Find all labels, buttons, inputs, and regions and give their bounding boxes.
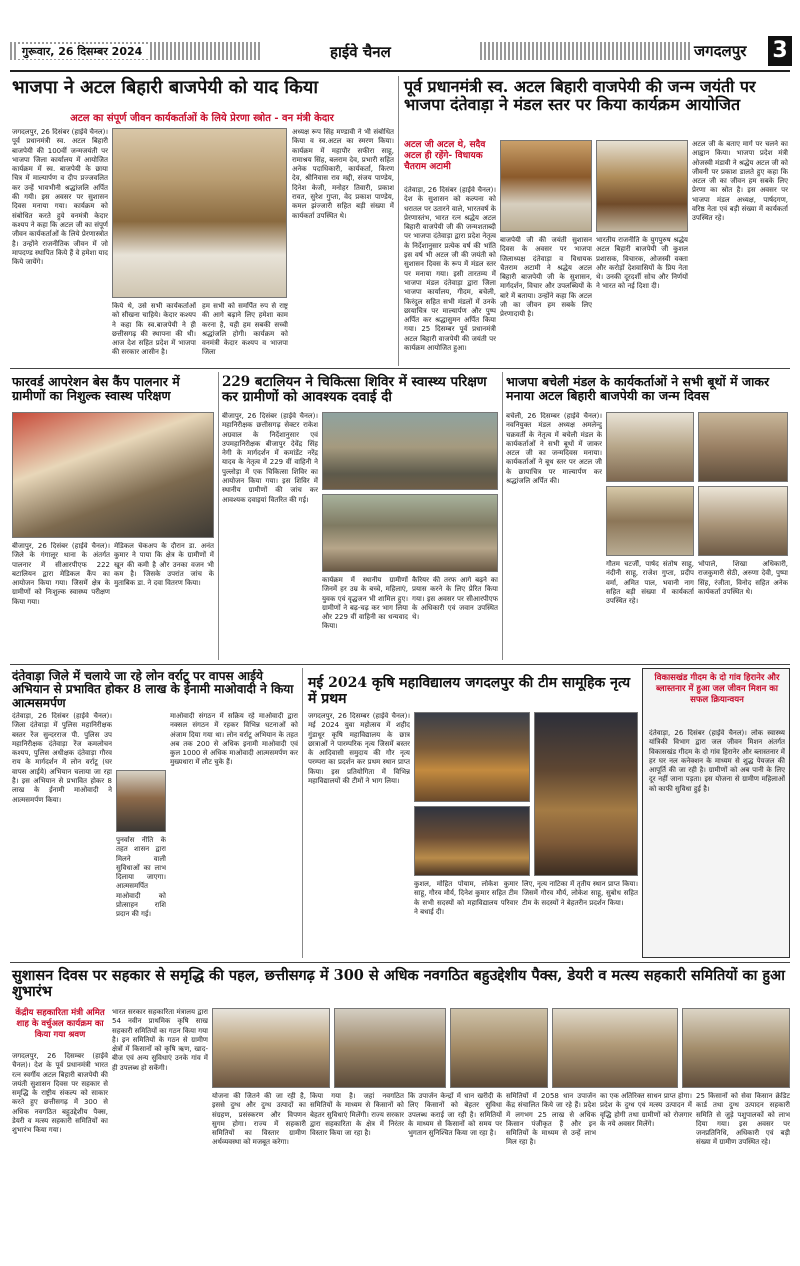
story1-photo xyxy=(112,128,287,298)
story7-col3: लिए, नृत्य नाटिका में तृतीय स्थान प्राप्त किया। जिसमें गौरव मौर्य, लोकेश साहू, सुबोध सहित टीम के सदस्यों ने बेहतरीन प्रदर्शन किया। xyxy=(522,880,638,907)
divider-v2 xyxy=(218,372,219,660)
story5-col1: बचेली, 26 दिसम्बर (हाईवे चैनल)। नवनियुक्त मंडल अध्यक्ष अमलेन्दु चक्रवर्ती के नेतृत्व में बचेली मंडल के कार्यकर्ताओं ने सभी बूथों में जाकर अटल जी का जन्मदिवस मनाया। कार्यकर्ताओं ने बूथ स्तर पर अटल जी के छायाचित्र पर माल्यार्पण कर श्रद्धांजलि अर्पित की। xyxy=(506,412,602,486)
story7-photo-2 xyxy=(414,806,530,876)
story4-photo-2 xyxy=(322,494,498,572)
story1-headline: भाजपा ने अटल बिहारी बाजपेयी को याद किया xyxy=(12,77,318,98)
story5-headline: भाजपा बचेली मंडल के कार्यकर्ताओं ने सभी बूथों में जाकर मनाया अटल बिहारी बाजपेयी का जन्म दिवस xyxy=(506,374,770,403)
story9-photo-5 xyxy=(682,1008,790,1088)
story1-col1: जगदलपुर, 26 दिसंबर (हाईवे चैनल)। पूर्व प्रधानमंत्री स्व. अटल बिहारी बाजपेयी की 100वीं जन्मजयंती पर भाजपा जिला कार्यालय में आयोजित कार्यक्रम में स्व. बाजपेयी के छाया चित्र में माल्यार्पण व दीप प्रज्जवलित कर उन्हें भावभीनी श्रद्धांजलि अर्पित की गयी। इस अवसर पर सुशासन दिवस मनाया गया। कार्यक्रम को संबोधित करते हुये वनमंत्री केदार कश्यप ने कहा कि अटल जी का संपूर्ण जीवन कार्यकर्ताओं के लिये प्रेरणास्त्रोत है। उन्होंने राजनीतिक जीवन में जो मापदण्ड स्थापित किये हैं वे हमेशा याद किये जायेंगे। xyxy=(12,128,108,267)
masthead-rule xyxy=(10,70,790,72)
story7-col1: जगदलपुर, 26 दिसम्बर (हाईवे चैनल)। मई 2024 युवा महोत्सव में शहीद गुंडाधूर कृषि महाविद्यालय के छात्र छात्राओं ने पारम्परिक नृत्य जिसमें बस्तर के आदिवासी समुदाय की गौर नृत्य परम्परा का प्रदर्शन कर प्रथम स्थान प्राप्त किया। इस प्रतियोगिता में विभिन्न महाविद्यालयों की टीमों ने भाग लिया। xyxy=(308,712,410,786)
story5-photo-2 xyxy=(698,412,788,482)
masthead-city: जगदलपुर xyxy=(690,41,750,61)
story4-headline: 229 बटालियन ने चिकित्सा शिविर में स्वास्थ्य परिक्षण कर ग्रामीणों को आवश्यक दवाई दी xyxy=(222,374,487,406)
story9-col8: 25 किसानों को सेवा किसान क्रेडिट कार्ड तथा दुग्ध उत्पादन सहकारी समिति से जुड़े पशुपालकों को लाभ दिया गया। इस अवसर पर जनप्रतिनिधि, अधिकारी एवं बड़ी संख्या में ग्रामीण उपस्थित रहे। xyxy=(696,1092,790,1147)
story9-col6: समितियों में 2058 धान उपार्जन केंद्र संचालित किये जा रहे हैं। प्रदेश में लगभग 25 लाख से अधिक किसान पंजीकृत हैं और इन समितियों के माध्यम से उन्हें लाभ मिल रहा है। xyxy=(506,1092,596,1147)
story1-col4: अध्यक्ष रूप सिंह मण्डावी ने भी संबोधित किया व स्व.अटल का स्मरण किया। कार्यक्रम में महापौर सफीरा साहू, रामाश्रय सिंह, बलराम देव, प्रभारी सहित अनेक पदाधिकारी, कार्यकर्ता, किरण देव, श्रीनिवास राव मद्दी, संजय पाण्डेय, दिनेश केजी, मनोहर तिवारी, प्रकाश रावत, सुरेश गुप्ता, वेद प्रकाश पाण्डेय, कमल झंज्जारी सहित बड़ी संख्या में कार्यकर्ता उपस्थित थे। xyxy=(292,128,394,220)
story3-col2: मेडिकल चेकअप के दौरान डा. अनंत कुमार ने पाया कि क्षेत्र के ग्रामीणों में खून की कमी है और उनका वजन भी कम है। जिसके उपरांत जांच के मुताबिक डा. ने दवा वितरण किया। xyxy=(114,542,214,588)
story6-headline: दंतेवाड़ा जिले में चलाये जा रहे लोन वर्राटू पर वापस आईये अभियान से प्रभावित होकर 8 लाख के ईनामी माओवादी ने किया आत्मसमर्पण xyxy=(12,669,294,710)
story9-photo-3 xyxy=(450,1008,548,1088)
story5-photo-4 xyxy=(698,486,788,556)
story3-photo xyxy=(12,412,214,538)
story4-col2: कार्यक्रम में स्थानीय ग्रामीणों जिनमें हर उम्र के बच्चे, महिलाएं, युवक एवं वृद्धजन भी शामिल हुए। ग्रामीणों ने बढ़-चढ़ कर भाग लिया और 229 वीं वाहिनी का धन्यवाद किया। xyxy=(322,576,408,631)
story5-col2: गौतम चटर्जी, पार्षद संतोष साहू, नंदीनी साहू, राजेश गुप्ता, प्रदीप वर्मा, अमित पाल, भवानी नाग सहित बड़ी संख्या में कार्यकर्ता उपस्थित रहे। xyxy=(606,560,694,606)
story7-photo-3 xyxy=(534,712,638,876)
masthead-paper-name: हाईवे चैनल xyxy=(330,43,391,61)
story2-col4: अटल जी के बताए मार्ग पर चलने का आह्वान किया। भाजपा प्रदेश मंत्री ओजस्वी मंडावी ने श्रद्धेय अटल जी को जीवनी पर प्रकाश डालते हुए कहा कि अटल जी का जीवन हम सबके लिए प्रेरणा का स्रोत है। इस अवसर पर भाजपा मंडल अध्यक्ष, पार्षदगण, वरिष्ठ नेता एवं बड़ी संख्या में कार्यकर्ता उपस्थित रहे। xyxy=(692,140,788,223)
story4-col3: कैरियर की तरफ आगे बढ़ने का प्रयास करने के लिए प्रेरित किया गया। इस अवसर पर सीआरपीएफ के अधिकारी एवं जवान उपस्थित थे। xyxy=(412,576,498,622)
story9-col4: किया गया है। जहां नवगठित समितियों के माध्यम से किसानों को बेहतर सुविधाएं मिलेंगी। राज्य सरकार द्वारा सहकारिता के क्षेत्र में निरंतर विस्तार किया जा रहा है। xyxy=(310,1092,404,1138)
story1-col2: किये थे, उसे सभी कार्यकर्ताओं को सीखना चाहिये। केदार कश्यप ने कहा कि स्व.बाजपेयी ने ही छत्तीसगढ़ की स्थापना की थी। आज देश सहित प्रदेश में भाजपा की सरकार आसीन है। xyxy=(112,302,196,357)
story9-col5: कि उपार्जन केन्द्रों में धान खरीदी के लिए किसानों को बेहतर सुविधा उपलब्ध कराई जा रही है। समितियों के माध्यम से किसानों को समय पर भुगतान सुनिश्चित किया जा रहा है। xyxy=(408,1092,502,1138)
story9-headline: सुशासन दिवस पर सहकार से समृद्धि की पहल, छत्तीसगढ़ में 300 से अधिक नवगठित बहुउद्देशीय पैक्स, डेयरी व मत्स्य सहकारी समितियों का हुआ शुभारंभ xyxy=(12,967,785,1001)
story3-col1: बीजापुर, 26 दिसंबर (हाईवे चैनल)। जिले के गंगालूर थाना के अंतर्गत पालनार में सीआरपीएफ 222 बटालियन द्वारा मेडिकल कैंप का आयोजन किया गया। जिसमें क्षेत्र के ग्रामीणों को निःशुल्क स्वास्थ्य परीक्षण किया गया। xyxy=(12,542,110,606)
divider-v3 xyxy=(502,372,503,660)
story4-photo-1 xyxy=(322,412,498,490)
divider-v1 xyxy=(398,76,399,366)
story2-col1: दंतेवाड़ा, 26 दिसंबर (हाईवे चैनल)। देश के सुशासन को कल्पना को धरातल पर उतारने वाले, भारतवर्ष के प्रेरणास्तंभ, भारत रत्न श्रद्धेय अटल बिहारी वाजपेयी जी की जन्मशताब्दी पर भाजपा दंतेवाड़ा द्वारा प्रदेश नेतृत्व के निर्देशानुसार प्रत्येक वर्ष की भांति इस वर्ष भी अटल जी की जयंती को सुशासन दिवस के रूप में मंडल स्तर पर मनाया गया। इसी तारतम्य में भाजपा मंडल दंतेवाड़ा द्वारा जिला भाजपा कार्यालय, गीदम, बचेली, किरंदुल सहित सभी मंडलों में उनके छायाचित्र पर माल्यार्पण और पुष्प अर्पित कर श्रद्धासुमन अर्पित किया गया। 25 दिसम्बर पूर्व प्रधानमंत्री अटल बिहारी वाजपेयी की जयंती पर कार्यक्रम आयोजित हुआ। xyxy=(404,186,496,353)
story9-col2: भारत सरकार सहकारिता मंत्रालय द्वारा 54 नवीन प्राथमिक कृषि साख सहकारी समितियों का गठन किया गया है। इन समितियों के गठन से ग्रामीण क्षेत्रों में किसानों को कृषि ऋण, खाद-बीज एवं अन्य सुविधाएं उनके गांव में ही उपलब्ध हो सकेंगी। xyxy=(112,1008,208,1072)
story5-photo-3 xyxy=(606,486,694,556)
story8-body: दंतेवाड़ा, 26 दिसंबर (हाईवे चैनल)। लोक स्वास्थ्य यांत्रिकी विभाग द्वारा जल जीवन मिशन अंतर्गत विकासखंड गीदम के दो गांव हिरानेर और ब्लास्तनार में हर घर नल कनेक्शन के माध्यम से शुद्ध पेयजल की आपूर्ति की जा रही है। ग्रामीणों को अब पानी के लिए दूर नहीं जाना पड़ता। इस योजना से ग्रामीण महिलाओं को काफी सुविधा हुई है। xyxy=(649,729,785,793)
story7-headline: मई 2024 कृषि महाविद्यालय जगदलपुर की टीम सामूहिक नृत्य में प्रथम xyxy=(308,675,631,707)
story2-photo-2 xyxy=(596,140,688,232)
story6-col3: पुनर्वास नीति के तहत शासन द्वारा मिलने वाली सुविधाओं का लाभ दिलाया जाएगा। आत्मसमर्पित माओवादी को प्रोत्साहन राशि प्रदान की गई। xyxy=(116,836,166,919)
story6-col2: माओवादी संगठन में सक्रिय रहे माओवादी द्वारा नक्सल संगठन में रहकर विभिन्न घटनाओं को अंजाम दिया गया था। लोन वर्राटू अभियान के तहत अब तक 200 से अधिक इनामी माओवादी एवं कुल 1000 से अधिक माओवादी आत्मसमर्पण कर मुख्यधारा में लौट चुके हैं। xyxy=(170,712,298,767)
story4-col1: बीजापुर, 26 दिसंबर (हाईवे चैनल)। महानिरीक्षक छत्तीसगढ़ सेक्टर राकेश अग्रवाल के निर्देशानुसार एवं उपमहानिरीक्षक बीजापुर देवेंद्र सिंह नेगी के मार्गदर्शन में कमांडेंट नरेंद्र यादव के नेतृत्व में 229 वीं वाहिनी ने पुल्लोड़ा में एक चिकित्सा शिविर का आयोजन किया गया। इस शिविर में स्थानीय ग्रामीणों की जांच कर आवश्यक दवाइयां वितरित की गई। xyxy=(222,412,318,504)
story7-col2: कुशल, मोहित पोयाम, लोकेश कुमार साहू, गौरव मौर्य, दिनेश कुमार सहित टीम के सभी सदस्यों को महाविद्यालय परिवार ने बधाई दी। xyxy=(414,880,518,916)
story9-kicker: केंद्रीय सहकारिता मंत्री अमित शाह के वर्चुअल कार्यक्रम का किया गया श्रवण xyxy=(15,1008,105,1040)
story5-col3: भोपाले, शिखा अधिकारी, राजकुमारी सेठी, अरुणा देवी, पुष्पा सिंह, रंजीता, विनोद सहित अनेक कार्यकर्ता उपस्थित थे। xyxy=(698,560,788,596)
story6-photo xyxy=(116,770,166,832)
story8-box xyxy=(642,668,790,958)
story9-photo-2 xyxy=(334,1008,446,1088)
story2-photo-1 xyxy=(500,140,592,232)
masthead-date: गुरूवार, 26 दिसम्बर 2024 xyxy=(16,44,148,59)
story6-col1: दंतेवाड़ा, 26 दिसंबर (हाईवे चैनल)। जिला दंतेवाड़ा में पुलिस महानिरीक्षक बस्तर रेंज सुन्दरराज पी. पुलिस उप महानिरीक्षक दंतेवाड़ा रेंज कमलोचन कश्यप, पुलिस अधीक्षक दंतेवाड़ा गौरव राय के मार्गदर्शन में लोन वर्राटू (घर वापस आईये) अभियान चलाया जा रहा है। इस अभियान से प्रभावित होकर 8 लाख के ईनामी माओवादी ने आत्मसमर्पण किया। xyxy=(12,712,112,804)
divider-h1 xyxy=(10,368,790,369)
story2-kicker: अटल जी अटल थे, सदैव अटल ही रहेंगे- विधायक चैतराम अटामी xyxy=(404,140,486,172)
story7-photo-1 xyxy=(414,712,530,802)
story1-col3: हम सभी को समर्पित रुप से राष्ट्र की आगे बढ़ाने लिए हमेशा काम करना है, यही हम सबकी सच्ची श्रद्धांजलि होगी। कार्यक्रम को वनमंत्री केदार कश्यप व भाजपा जिला xyxy=(202,302,288,357)
page-number: 3 xyxy=(768,36,792,66)
story1-deck: अटल का संपूर्ण जीवन कार्यकर्ताओं के लिये प्रेरणा स्त्रोत - वन मंत्री केदार xyxy=(70,113,334,124)
divider-h2 xyxy=(10,664,790,665)
story9-photo-1 xyxy=(212,1008,330,1088)
story9-col3: योजना की जितने की जा रही है, इससे दुग्ध और दुग्ध उत्पादों का संग्रहण, प्रसंस्करण और विपणन सुगम होगा। राज्य में सहकारी समितियों का विस्तार ग्रामीण अर्थव्यवस्था को मजबूत करेगा। xyxy=(212,1092,306,1147)
story2-col2: बाजपेयी जी की जयंती सुशासन दिवस के अवसर पर भाजपा जिलाध्यक्ष दंतेवाड़ा व विधायक चैतराम अटामी ने श्रद्धेय अटल बिहारी बाजपेयी जी के सुशासन, मार्गदर्शन, विचार और उपलब्धियों के बारे में बताया। उन्होंने कहा कि अटल जी का जीवन हम सबके लिए प्रेरणादायी है। xyxy=(500,236,592,319)
divider-v4 xyxy=(302,668,303,958)
story9-col7: का एक अतिरिक्त साधन प्राप्त होगा। प्रदेश के दुग्ध एवं मत्स्य उत्पादन में वृद्धि होगी तथा ग्रामीणों को रोजगार के नये अवसर मिलेंगे। xyxy=(600,1092,692,1128)
masthead xyxy=(10,36,790,66)
story8-headline: विकासखंड गीदम के दो गांव हिरानेर और ब्लास्तनार में हुआ जल जीवन मिशन का सफल क्रियान्वयन xyxy=(654,673,780,705)
story9-col1: जगदलपुर, 26 दिसम्बर (हाईवे चैनल)। देश के पूर्व प्रधानमंत्री भारत रत्न स्वर्गीय अटल बिहारी बाजपेयी की जयंती सुशासन दिवस पर सहकार से समृद्धि के राष्ट्रीय संकल्प को साकार करते हुए छत्तीसगढ़ में 300 से अधिक नवगठित बहुउद्देशीय पैक्स, डेयरी व मत्स्य सहकारी समितियों का शुभारंभ किया गया। xyxy=(12,1052,108,1135)
story2-headline: पूर्व प्रधानमंत्री स्व. अटल बिहारी वाजपेयी की जन्म जयंती पर भाजपा दंतेवाड़ा ने मंडल स्तर पर किया कार्यक्रम आयोजित xyxy=(404,77,756,114)
story5-photo-1 xyxy=(606,412,694,482)
divider-h3 xyxy=(10,962,790,963)
story2-col3: भारतीय राजनीति के युगपुरुष श्रद्धेय अटल बिहारी बाजपेयी जी कुशल प्रशासक, विचारक, ओजस्वी वक्ता और करोड़ों देशवासियों के प्रिय नेता थे। उनकी दूरदर्शी सोच और निर्णयों ने भारत को नई दिशा दी। xyxy=(596,236,688,291)
story3-headline: फारवर्ड आपरेशन बेस कैंप पालनार में ग्रामीणों का निशुल्क स्वास्थ परिक्षण xyxy=(12,374,180,403)
story9-photo-4 xyxy=(552,1008,678,1088)
